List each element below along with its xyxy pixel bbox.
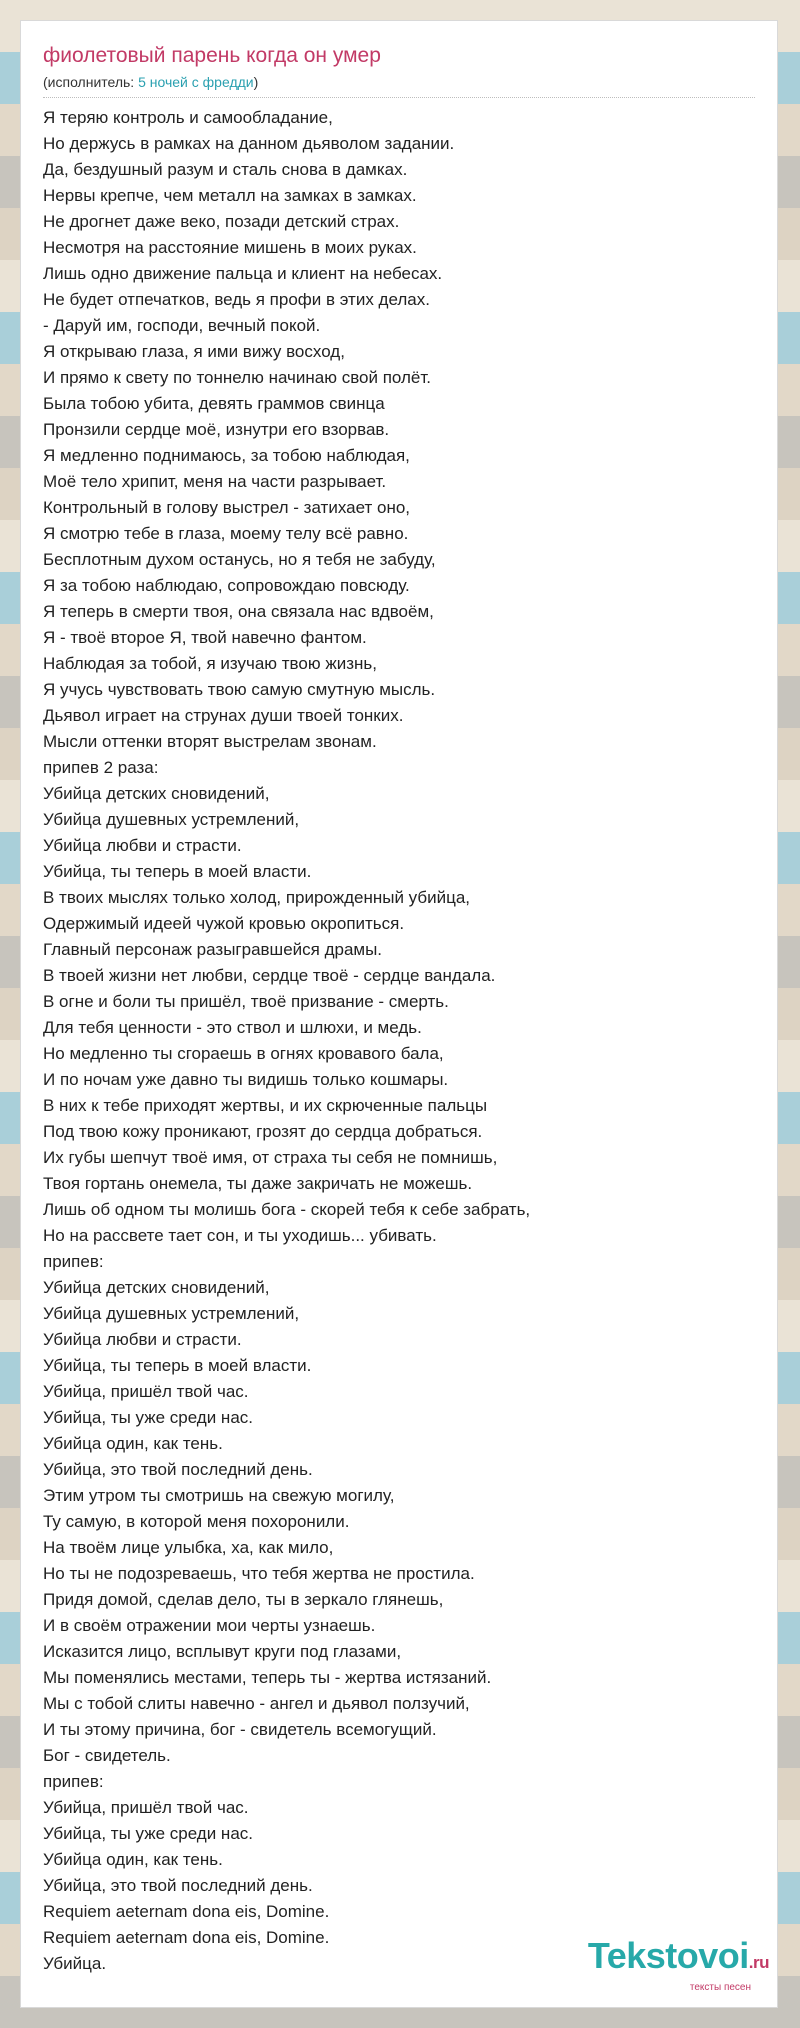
lyric-line: Но ты не подозреваешь, что тебя жертва не простила. [43,1564,475,1583]
lyric-line: Была тобою убита, девять граммов свинца [43,394,385,413]
lyric-line: Убийца, ты уже среди нас. [43,1408,254,1427]
lyric-line: Пронзили сердце моё, изнутри его взорвав. [43,420,390,439]
lyric-line: Дьявол играет на струнах души твоей тонких. [43,706,404,725]
lyric-line: Я открываю глаза, я ими вижу восход, [43,342,345,361]
lyric-line: Бесплотным духом останусь, но я тебя не забуду, [43,550,436,569]
lyrics-text [43,105,757,1977]
lyric-line: припев: [43,1772,104,1791]
lyric-line: Лишь одно движение пальца и клиент на небесах. [43,264,443,283]
artist-link[interactable]: 5 ночей с фредди [138,74,254,90]
lyric-line: Убийца. [43,1954,107,1973]
lyrics-card [20,20,778,2008]
lyric-line: Убийца любви и страсти. [43,1330,242,1349]
lyric-line: - Даруй им, господи, вечный покой. [43,316,321,335]
divider [43,97,755,98]
lyric-line: И прямо к свету по тоннелю начинаю свой полёт. [43,368,432,387]
lyric-line: Убийца, пришёл твой час. [43,1382,249,1401]
lyric-line: Нервы крепче, чем металл на замках в замках. [43,186,417,205]
lyric-line: Наблюдая за тобой, я изучаю твою жизнь, [43,654,377,673]
lyric-line: Убийца, ты уже среди нас. [43,1824,254,1843]
lyric-line: Мы с тобой слиты навечно - ангел и дьявол ползучий, [43,1694,470,1713]
lyric-line: Не дрогнет даже веко, позади детский страх. [43,212,400,231]
lyric-line: Убийца любви и страсти. [43,836,242,855]
logo-name: Tekstovoi [587,1935,749,1976]
lyric-line: Мысли оттенки вторят выстрелам звонам. [43,732,377,751]
logo-tld: .ru [748,1953,769,1972]
lyric-line: И в своём отражении мои черты узнаешь. [43,1616,376,1635]
lyric-line: Не будет отпечатков, ведь я профи в этих делах. [43,290,430,309]
lyric-line: На твоём лице улыбка, ха, как мило, [43,1538,334,1557]
lyric-line: Под твою кожу проникают, грозят до сердца добраться. [43,1122,483,1141]
lyric-line: Бог - свидетель. [43,1746,171,1765]
lyric-line: Убийца детских сновидений, [43,1278,270,1297]
lyric-line: Мы поменялись местами, теперь ты - жертва истязаний. [43,1668,492,1687]
lyric-line: Убийца, это твой последний день. [43,1876,313,1895]
artist-suffix: ) [253,74,259,90]
lyric-line: Лишь об одном ты молишь бога - скорей тебя к себе забрать, [43,1200,531,1219]
lyric-line: В огне и боли ты пришёл, твоё призвание - смерть. [43,992,449,1011]
lyric-line: Но медленно ты сгораешь в огнях кровавого бала, [43,1044,444,1063]
artist-line [43,73,258,91]
lyric-line: И ты этому причина, бог - свидетель всемогущий. [43,1720,437,1739]
lyric-line: Исказится лицо, всплывут круги под глазами, [43,1642,402,1661]
lyric-line: Убийца один, как тень. [43,1850,223,1869]
lyric-line: Несмотря на расстояние мишень в моих руках. [43,238,417,257]
lyric-line: Я теряю контроль и самообладание, [43,108,333,127]
lyric-line: В них к тебе приходят жертвы, и их скрюченные пальцы [43,1096,488,1115]
lyric-line: Requiem aeternam dona eis, Domine. [43,1902,330,1921]
lyric-line: Убийца душевных устремлений, [43,1304,300,1323]
lyric-line: припев 2 раза: [43,758,159,777]
lyric-line: Да, бездушный разум и сталь снова в дамках. [43,160,408,179]
lyric-line: Но на рассвете тает сон, и ты уходишь... убивать. [43,1226,437,1245]
lyric-line: Я смотрю тебе в глаза, моему телу всё равно. [43,524,409,543]
song-title: фиолетовый парень когда он умер [43,44,381,67]
lyric-line: Твоя гортань онемела, ты даже закричать не можешь. [43,1174,473,1193]
lyric-line: Убийца, пришёл твой час. [43,1798,249,1817]
lyric-line: припев: [43,1252,104,1271]
lyric-line: Убийца детских сновидений, [43,784,270,803]
lyric-line: Я учусь чувствовать твою самую смутную мысль. [43,680,436,699]
lyric-line: Моё тело хрипит, меня на части разрывает. [43,472,387,491]
lyric-line: Убийца душевных устремлений, [43,810,300,829]
lyric-line: И по ночам уже давно ты видишь только кошмары. [43,1070,449,1089]
logo-tagline: тексты песен [689,1982,751,1993]
lyric-line: В твоей жизни нет любви, сердце твоё - сердце вандала. [43,966,496,985]
lyric-line: Убийца, ты теперь в моей власти. [43,862,312,881]
logo-wordmark [587,1935,769,1981]
lyric-line: Убийца один, как тень. [43,1434,223,1453]
lyric-line: Их губы шепчут твоё имя, от страха ты себя не помнишь, [43,1148,498,1167]
lyric-line: Придя домой, сделав дело, ты в зеркало глянешь, [43,1590,444,1609]
lyric-line: Я - твоё второе Я, твой навечно фантом. [43,628,367,647]
lyric-line: Одержимый идеей чужой кровью окропиться. [43,914,405,933]
lyric-line: Я медленно поднимаюсь, за тобою наблюдая, [43,446,410,465]
artist-prefix: (исполнитель: [43,74,139,90]
lyric-line: Но держусь в рамках на данном дьяволом задании. [43,134,455,153]
lyric-line: Requiem aeternam dona eis, Domine. [43,1928,330,1947]
lyric-line: Этим утром ты смотришь на свежую могилу, [43,1486,395,1505]
lyric-line: В твоих мыслях только холод, прирожденный убийца, [43,888,470,907]
site-logo[interactable] [587,1935,769,1993]
lyric-line: Я теперь в смерти твоя, она связала нас вдвоём, [43,602,434,621]
lyric-line: Я за тобою наблюдаю, сопровождаю повсюду. [43,576,410,595]
lyric-line: Убийца, это твой последний день. [43,1460,313,1479]
lyric-line: Ту самую, в которой меня похоронили. [43,1512,350,1531]
lyric-line: Главный персонаж разыгравшейся драмы. [43,940,383,959]
lyric-line: Убийца, ты теперь в моей власти. [43,1356,312,1375]
lyric-line: Контрольный в голову выстрел - затихает оно, [43,498,411,517]
lyric-line: Для тебя ценности - это ствол и шлюхи, и медь. [43,1018,422,1037]
